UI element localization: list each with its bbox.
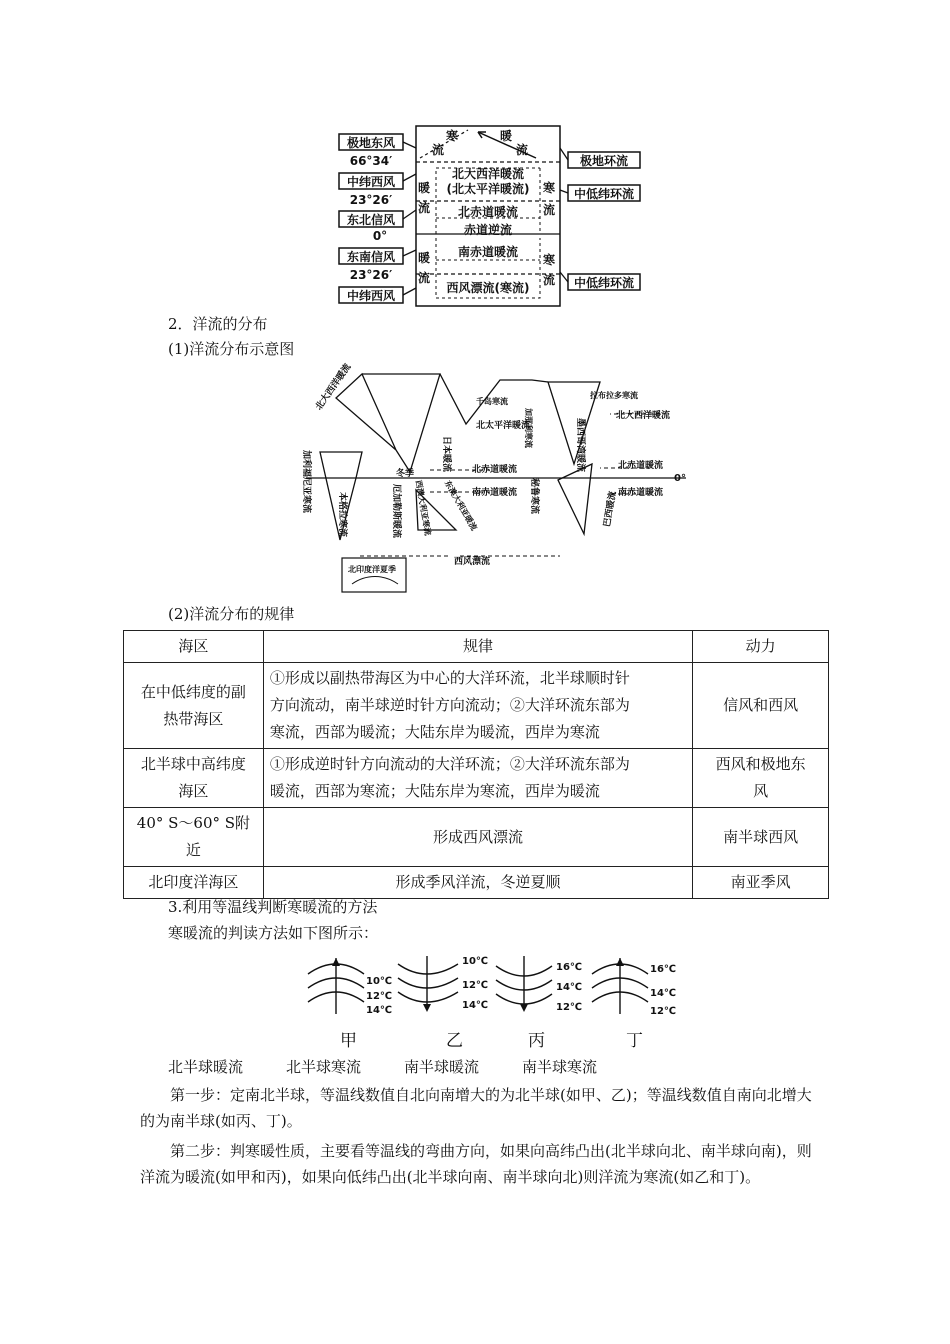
left-wind-labels bbox=[339, 134, 416, 303]
step1-paragraph: 第一步：定南北半球，等温线数值自北向南增大的为北半球(如甲、乙)；等温线数值自南向北增大的为南半球(如丙、丁)。 bbox=[140, 1086, 812, 1130]
label-bing: 丙 bbox=[528, 1031, 545, 1051]
svg-text:北大西洋暖流: 北大西洋暖流 bbox=[314, 362, 354, 413]
summer-box-label: 北印度洋夏季 bbox=[348, 565, 396, 574]
table-header-row bbox=[124, 631, 829, 663]
svg-text:加那利寒流: 加那利寒流 bbox=[524, 408, 533, 448]
svg-text:12℃: 12℃ bbox=[366, 991, 393, 1002]
table-row: 北印度洋海区 形成季风洋流，冬逆夏顺 南亚季风 bbox=[124, 867, 829, 899]
label-23-n: 23°26′ bbox=[349, 193, 393, 207]
svg-text:北太平洋暖流: 北太平洋暖流 bbox=[476, 421, 531, 431]
svg-text:16℃: 16℃ bbox=[650, 964, 677, 975]
svg-text:流: 流 bbox=[417, 201, 431, 215]
svg-text:寒: 寒 bbox=[542, 181, 556, 195]
label-se-trade: 东南信风 bbox=[346, 250, 396, 264]
svg-text:12℃: 12℃ bbox=[462, 980, 489, 991]
svg-text:西风漂流: 西风漂流 bbox=[454, 557, 491, 567]
svg-text:西风漂流(寒流): 西风漂流(寒流) bbox=[446, 281, 530, 295]
svg-text:加利福尼亚寒流: 加利福尼亚寒流 bbox=[301, 450, 311, 514]
header-force: 动力 bbox=[693, 631, 829, 663]
svg-text:北赤道暖流: 北赤道暖流 bbox=[472, 465, 518, 475]
svg-text:流: 流 bbox=[431, 143, 445, 157]
label-polar-cell: 极地环流 bbox=[579, 154, 629, 168]
rules-table bbox=[123, 630, 829, 899]
svg-text:14℃: 14℃ bbox=[462, 1000, 489, 1011]
svg-text:赤道逆流: 赤道逆流 bbox=[463, 223, 513, 237]
svg-text:暖: 暖 bbox=[417, 181, 431, 195]
svg-text:拉布拉多寒流: 拉布拉多寒流 bbox=[590, 391, 638, 400]
svg-text:暖: 暖 bbox=[417, 251, 431, 265]
header-rule: 规律 bbox=[263, 631, 692, 663]
svg-text:本格拉寒流: 本格拉寒流 bbox=[337, 492, 347, 538]
isotherm-yi bbox=[398, 956, 488, 1012]
label-ne-trade: 东北信风 bbox=[346, 213, 396, 227]
table-row: 在中低纬度的副 热带海区 ①形成以副热带海区为中心的大洋环流，北半球顺时针 方向流动，南半球逆时针方向流动；②大洋环流东部为 寒流，西部为暖流；大陆东岸为暖流，西岸为寒流 信风和西风 bbox=[124, 663, 829, 749]
section3-intro: 寒暖流的判读方法如下图所示： bbox=[168, 924, 379, 942]
svg-text:流: 流 bbox=[542, 273, 556, 287]
label-westerly-n: 中纬西风 bbox=[346, 175, 396, 189]
label-zero: 0° bbox=[372, 229, 388, 243]
table-row: 北半球中高纬度 海区 ①形成逆时针方向流动的大洋环流；②大洋环流东部为 暖流，西部为寒流；大陆东岸为寒流，西岸为暖流 西风和极地东 风 bbox=[124, 749, 829, 808]
svg-text:10℃: 10℃ bbox=[366, 976, 393, 987]
ocean-current-map bbox=[300, 360, 690, 600]
type-nh-cold: 北半球寒流 bbox=[286, 1058, 362, 1076]
table-row: 40° S～60° S附 近 形成西风漂流 南半球西风 bbox=[124, 808, 829, 867]
svg-text:14℃: 14℃ bbox=[556, 982, 583, 993]
svg-text:墨西哥湾暖流: 墨西哥湾暖流 bbox=[575, 418, 585, 473]
label-66: 66°34′ bbox=[349, 154, 393, 168]
type-sh-cold: 南半球寒流 bbox=[522, 1058, 598, 1076]
isotherm-ding bbox=[592, 958, 676, 1017]
svg-text:北大西洋暖流: 北大西洋暖流 bbox=[616, 411, 671, 421]
svg-text:12℃: 12℃ bbox=[556, 1002, 583, 1013]
svg-text:北赤道暖流: 北赤道暖流 bbox=[457, 205, 519, 219]
isotherm-jia bbox=[308, 958, 392, 1016]
svg-text:南赤道暖流: 南赤道暖流 bbox=[472, 488, 518, 498]
svg-text:秘鲁寒流: 秘鲁寒流 bbox=[529, 478, 539, 515]
svg-text:暖: 暖 bbox=[499, 129, 513, 143]
label-westerly-s: 中纬西风 bbox=[346, 289, 396, 303]
svg-text:巴西暖流: 巴西暖流 bbox=[602, 490, 619, 528]
svg-text:流: 流 bbox=[417, 271, 431, 285]
label-mid-low-cell-s: 中低纬环流 bbox=[573, 276, 635, 290]
svg-text:南赤道暖流: 南赤道暖流 bbox=[457, 245, 519, 259]
svg-text:日本暖流: 日本暖流 bbox=[441, 436, 451, 473]
section3-title: 3.利用等温线判断寒暖流的方法 bbox=[168, 898, 378, 916]
svg-text:北赤道暖流: 北赤道暖流 bbox=[618, 461, 664, 471]
svg-text:10℃: 10℃ bbox=[462, 956, 489, 967]
svg-text:12℃: 12℃ bbox=[650, 1006, 677, 1017]
svg-text:千岛寒流: 千岛寒流 bbox=[476, 397, 508, 406]
svg-text:流: 流 bbox=[542, 203, 556, 217]
section2-sub2: (2)洋流分布的规律 bbox=[168, 605, 295, 623]
label-jia: 甲 bbox=[340, 1031, 357, 1051]
svg-text:北大西洋暖流: 北大西洋暖流 bbox=[451, 167, 525, 181]
label-mid-low-cell-n: 中低纬环流 bbox=[573, 187, 635, 201]
isotherm-bing bbox=[496, 956, 582, 1013]
section2-sub1: (1)洋流分布示意图 bbox=[168, 340, 295, 358]
svg-text:14℃: 14℃ bbox=[366, 1005, 393, 1016]
svg-text:流: 流 bbox=[515, 143, 529, 157]
svg-text:厄加勒斯暖流: 厄加勒斯暖流 bbox=[391, 484, 401, 539]
type-nh-warm: 北半球暖流 bbox=[168, 1058, 244, 1076]
svg-text:14℃: 14℃ bbox=[650, 988, 677, 999]
label-23-s: 23°26′ bbox=[349, 268, 393, 282]
svg-text:16℃: 16℃ bbox=[556, 962, 583, 973]
svg-text:西澳大利亚寒流: 西澳大利亚寒流 bbox=[413, 479, 433, 537]
label-yi: 乙 bbox=[446, 1031, 463, 1051]
svg-text:寒: 寒 bbox=[542, 253, 556, 267]
svg-text:东澳大利亚暖流: 东澳大利亚暖流 bbox=[442, 479, 479, 533]
label-ding: 丁 bbox=[626, 1031, 643, 1051]
zero-label: 0° bbox=[674, 473, 686, 484]
svg-text:冬季: 冬季 bbox=[396, 469, 415, 479]
type-sh-warm: 南半球暖流 bbox=[404, 1058, 480, 1076]
step2-paragraph: 第二步：判寒暖性质，主要看等温线的弯曲方向，如果向高纬凸出(北半球向北、南半球向南)，则洋流为暖流(如甲和丙)，如果向低纬凸出(北半球向南、南半球向北)则洋流为寒流(如乙和丁)。 bbox=[140, 1142, 812, 1186]
svg-text:南赤道暖流: 南赤道暖流 bbox=[618, 488, 664, 498]
label-polar-easterly: 极地东风 bbox=[346, 136, 396, 150]
svg-text:(北太平洋暖流): (北太平洋暖流) bbox=[446, 182, 530, 196]
isotherm-diagram bbox=[300, 952, 680, 1022]
section2-title: 2．洋流的分布 bbox=[168, 315, 268, 333]
svg-text:寒: 寒 bbox=[445, 129, 459, 143]
header-area: 海区 bbox=[124, 631, 264, 663]
circulation-diagram bbox=[338, 122, 648, 308]
